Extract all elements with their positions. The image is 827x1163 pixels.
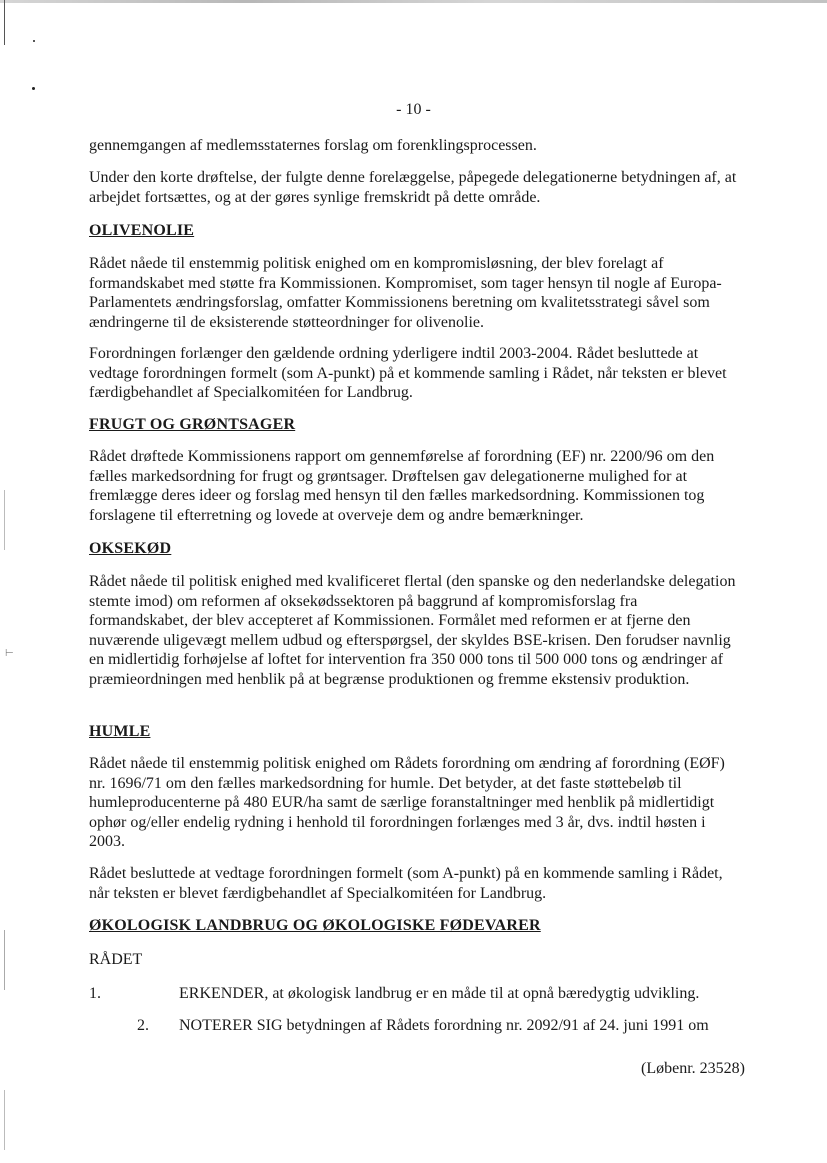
- paragraph: Rådet nåede til politisk enighed med kvalificeret flertal (den spanske og den nederlandske delegation stemte imod) om reformen af oksekødssektoren på baggrund af kompromisforslag fra formandskabet, der blev accepteret af Kommissionen. Formålet med reformen er at fjerne den nuværende uligevægt mellem udbud og efterspørgsel, der skyldes BSE-krisen. Den forudser navnlig en midlertidig forhøjelse af loftet for intervention fra 350 000 tons til 500 000 tons og ændringer af præmieordningen med henblik på at begrænse produktionen og fremme ekstensiv produktion.: [89, 573, 736, 688]
- paragraph: Rådet nåede til enstemmig politisk enighed om en kompromisløsning, der blev forelagt af formandskabet med støtte fra Kommissionen. Kompromiset, som tager hensyn til nogle af Europa-Parlamentets ændringsforslag, omfatter Kommissionens beretning om kvalitetsstrategi såvel som ændringerne til de eksisterende støtteordninger for olivenolie.: [89, 255, 722, 331]
- document-reference-number: (Løbenr. 23528): [641, 1060, 745, 1077]
- scan-speck: [32, 87, 35, 90]
- scan-top-edge: [0, 0, 827, 3]
- list-item-number: 1.: [89, 985, 101, 1002]
- paragraph: Rådet nåede til enstemmig politisk enighed om Rådets forordning om ændring af forordning (EØF) nr. 1696/71 om den fælles markedsordning for humle. Det betyder, at det faste støttebeløb til humleproducenterne på 480 EUR/ha samt de særlige foranstaltninger med henblik på midlertidigt ophør og/eller endelig rydning i henhold til forordningen forlænges med 3 år, dvs. indtil høsten i 2003.: [89, 755, 725, 850]
- scan-left-edge: [4, 490, 5, 550]
- scan-left-edge: [4, 0, 5, 45]
- scan-left-edge: [4, 930, 5, 990]
- section-heading: ØKOLOGISK LANDBRUG OG ØKOLOGISKE FØDEVARER: [89, 917, 541, 934]
- list-item-text: NOTERER SIG betydningen af Rådets forordning nr. 2092/91 af 24. juni 1991 om: [179, 1017, 709, 1034]
- list-item-number: 2.: [137, 1017, 149, 1034]
- paragraph: Rådet drøftede Kommissionens rapport om gennemførelse af forordning (EF) nr. 2200/96 om den fælles markedsordning for frugt og grøntsager. Drøftelsen gav delegationerne mulighed for at fremlægge deres ideer og forslag med hensyn til den fælles markedsordning. Kommissionen tog forslagene til efterretning og lovede at overveje dem og andre bemærkninger.: [89, 448, 715, 524]
- council-label: RÅDET: [89, 951, 143, 968]
- section-heading: OLIVENOLIE: [89, 222, 195, 239]
- section-heading: FRUGT OG GRØNTSAGER: [89, 416, 296, 433]
- list-item-text: ERKENDER, at økologisk landbrug er en måde til at opnå bæredygtig udvikling.: [179, 985, 700, 1002]
- page-number: - 10 -: [396, 101, 431, 118]
- paragraph: Rådet besluttede at vedtage forordningen formelt (som A-punkt) på en kommende samling i Rådet, når teksten er blevet færdigbehandlet af Specialkomitéen for Landbrug.: [89, 865, 723, 902]
- scan-left-edge: [4, 1090, 5, 1150]
- section-heading: HUMLE: [89, 723, 151, 740]
- scan-speck: [33, 40, 35, 42]
- scan-artifact: ⊢: [5, 648, 14, 659]
- paragraph: gennemgangen af medlemsstaternes forslag om forenklingsprocessen.: [89, 137, 537, 154]
- section-heading: OKSEKØD: [89, 540, 172, 557]
- paragraph: Under den korte drøftelse, der fulgte denne forelæggelse, påpegede delegationerne betydningen af, at arbejdet fortsættes, og at der gøres synlige fremskridt på dette område.: [89, 169, 737, 206]
- paragraph: Forordningen forlænger den gældende ordning yderligere indtil 2003-2004. Rådet besluttede at vedtage forordningen formelt (som A-punkt) på et kommende samling i Rådet, når teksten er blevet færdigbehandlet af Specialkomitéen for Landbrug.: [89, 345, 727, 401]
